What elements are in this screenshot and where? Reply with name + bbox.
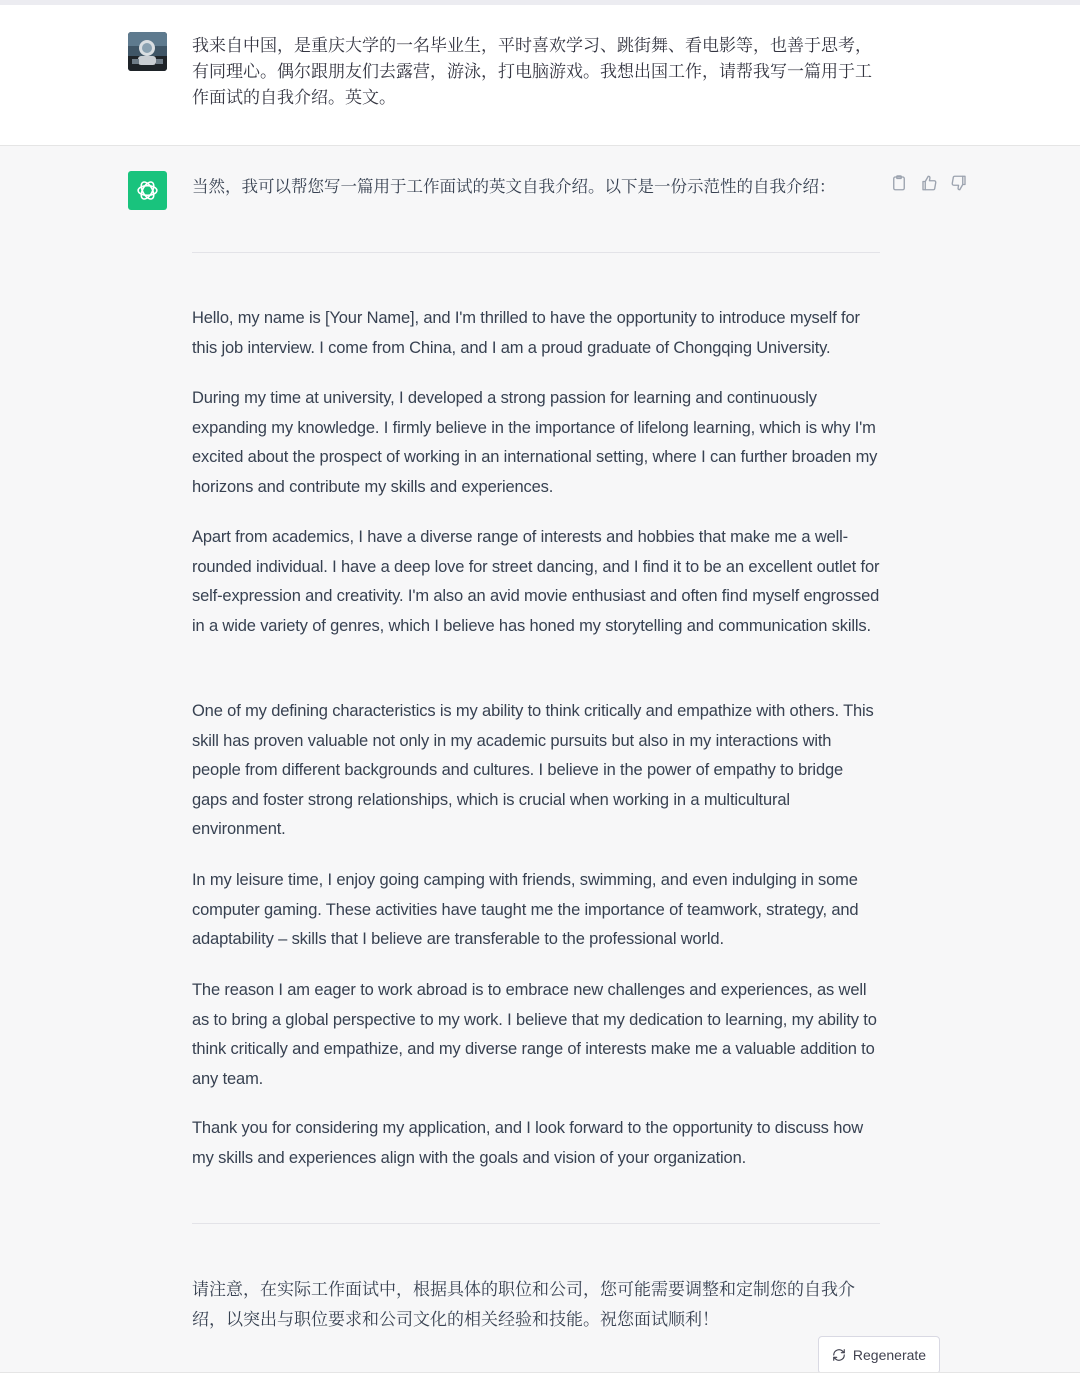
thumbs-down-icon[interactable] (950, 174, 968, 192)
thumbs-up-icon[interactable] (920, 174, 938, 192)
refresh-icon (832, 1348, 846, 1362)
assistant-closing-text: 请注意，在实际工作面试中，根据具体的职位和公司，您可能需要调整和定制您的自我介绍，以突出与职位要求和公司文化的相关经验和技能。祝您面试顺利！ (192, 1280, 855, 1330)
regenerate-label: Regenerate (852, 1347, 927, 1363)
message-actions (890, 174, 968, 192)
response-paragraph: In my leisure time, I enjoy going camping with friends, swimming, and even indulging in some computer gaming. These activities have taught me the importance of teamwork, strategy, and adaptability – skills that I believe are transferable to the professional world. (192, 871, 859, 948)
clipboard-icon[interactable] (890, 174, 908, 192)
openai-logo-icon (135, 178, 160, 203)
bottom-divider (0, 1372, 1080, 1383)
response-paragraph: During my time at university, I developed a strong passion for learning and continuously expanding my knowledge. I firmly believe in the importance of lifelong learning, which is why I'm excited about the prospect of working in an international setting, where I can further broaden my horizons and contribute my skills and experiences. (192, 389, 878, 496)
user-message-row (0, 5, 1080, 146)
response-paragraph: The reason I am eager to work abroad is to embrace new challenges and experiences, as well as to bring a global perspective to my work. I believe that my dedication to learning, my ability to think critically and empathize, and my diverse range of interests make me a valuable addition to any team. (192, 981, 877, 1088)
user-avatar (128, 32, 167, 71)
user-message-text: 我来自中国，是重庆大学的一名毕业生，平时喜欢学习、跳街舞、看电影等，也善于思考，有同理心。偶尔跟朋友们去露营，游泳，打电脑游戏。我想出国工作，请帮我写一篇用于工作面试的自我介绍。英文。 (192, 36, 872, 108)
response-paragraph: One of my defining characteristics is my ability to think critically and empathize with others. This skill has proven valuable not only in my academic pursuits but also in my interactions with people from different backgrounds and cultures. I believe in the power of empathy to bridge gaps and foster strong relationships, which is crucial when working in a multicultural environment. (192, 702, 874, 838)
divider-top (192, 252, 880, 253)
assistant-avatar (128, 171, 167, 210)
regenerate-button[interactable] (818, 1336, 940, 1374)
response-paragraph: Apart from academics, I have a diverse range of interests and hobbies that make me a well-rounded individual. I have a deep love for street dancing, and I find it to be an excellent outlet for self-expression and creativity. I'm also an avid movie enthusiast and often find myself engrossed in a wide variety of genres, which I believe has honed my storytelling and communication skills. (192, 528, 880, 635)
response-paragraph: Hello, my name is [Your Name], and I'm thrilled to have the opportunity to introduce myself for this job interview. I come from China, and I am a proud graduate of Chongqing University. (192, 309, 860, 357)
response-paragraph: Thank you for considering my application, and I look forward to the opportunity to discuss how my skills and experiences align with the goals and vision of your organization. (192, 1119, 864, 1167)
assistant-message-row (0, 146, 1080, 1372)
assistant-intro-text: 当然，我可以帮您写一篇用于工作面试的英文自我介绍。以下是一份示范性的自我介绍： (192, 177, 836, 196)
divider-bottom (192, 1223, 880, 1224)
